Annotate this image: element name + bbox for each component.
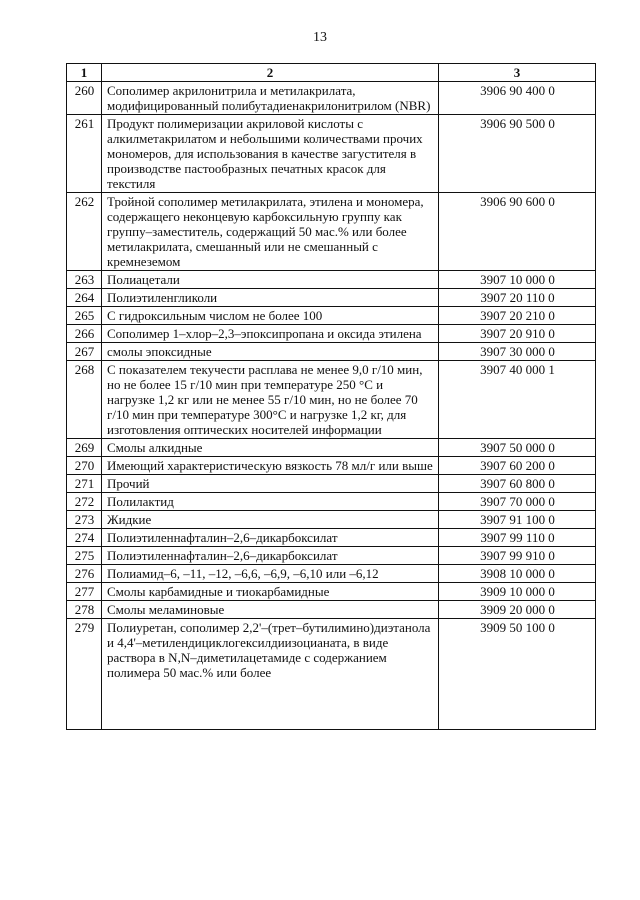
row-description: Жидкие — [102, 511, 439, 529]
row-number: 261 — [67, 115, 102, 193]
row-number: 263 — [67, 271, 102, 289]
column-header-description: 2 — [102, 64, 439, 82]
row-description: Полиэтиленнафталин–2,6–дикарбоксилат — [102, 547, 439, 565]
row-number: 268 — [67, 361, 102, 439]
row-code: 3906 90 600 0 — [439, 193, 596, 271]
table-row — [67, 511, 596, 529]
row-description: Тройной сополимер метилакрилата, этилена и мономера, содержащего неконцевую карбоксильную группу как группу–заместитель, содержащий 50 мас.% или более метилакрилата, смешанный или не смешанный с кремнеземом — [102, 193, 439, 271]
table-row — [67, 619, 596, 730]
row-code: 3909 50 100 0 — [439, 619, 596, 730]
row-number: 264 — [67, 289, 102, 307]
row-number: 270 — [67, 457, 102, 475]
row-description: Смолы меламиновые — [102, 601, 439, 619]
row-description: смолы эпоксидные — [102, 343, 439, 361]
row-description: Прочий — [102, 475, 439, 493]
table-row — [67, 325, 596, 343]
table-row — [67, 493, 596, 511]
table-row — [67, 439, 596, 457]
row-number: 262 — [67, 193, 102, 271]
table-row — [67, 529, 596, 547]
table-row — [67, 289, 596, 307]
row-description: Смолы алкидные — [102, 439, 439, 457]
table-row — [67, 343, 596, 361]
table-row — [67, 271, 596, 289]
column-header-number: 1 — [67, 64, 102, 82]
row-number: 271 — [67, 475, 102, 493]
row-description: Сополимер 1–хлор–2,3–эпоксипропана и оксида этилена — [102, 325, 439, 343]
row-number: 267 — [67, 343, 102, 361]
table-row — [67, 547, 596, 565]
row-description: Сополимер акрилонитрила и метилакрилата, модифицированный полибутадиенакрилонитрилом (NBR) — [102, 82, 439, 115]
row-description: Полиэтиленнафталин–2,6–дикарбоксилат — [102, 529, 439, 547]
row-number: 269 — [67, 439, 102, 457]
tariff-table — [66, 63, 596, 730]
row-number: 278 — [67, 601, 102, 619]
row-code: 3907 91 100 0 — [439, 511, 596, 529]
row-code: 3907 30 000 0 — [439, 343, 596, 361]
row-code: 3907 60 800 0 — [439, 475, 596, 493]
row-description: Полиацетали — [102, 271, 439, 289]
table-row — [67, 583, 596, 601]
row-description: С гидроксильным числом не более 100 — [102, 307, 439, 325]
row-description: Продукт полимеризации акриловой кислоты с алкилметакрилатом и небольшими количествами прочих мономеров, для использования в качестве загустителя в производстве пастообразных печатных красок для текстиля — [102, 115, 439, 193]
row-code: 3907 99 110 0 — [439, 529, 596, 547]
column-header-code: 3 — [439, 64, 596, 82]
row-code: 3907 60 200 0 — [439, 457, 596, 475]
row-number: 274 — [67, 529, 102, 547]
page-number: 13 — [313, 30, 327, 45]
row-code: 3908 10 000 0 — [439, 565, 596, 583]
row-number: 277 — [67, 583, 102, 601]
row-description: Полилактид — [102, 493, 439, 511]
row-number: 265 — [67, 307, 102, 325]
row-description: Полиуретан, сополимер 2,2'–(трет–бутилимино)диэтанола и 4,4'–метилендициклогексилдиизоцианата, в виде раствора в N,N–диметилацетамиде с содержанием полимера 50 мас.% или более — [102, 619, 439, 730]
row-code: 3907 20 110 0 — [439, 289, 596, 307]
row-code: 3909 20 000 0 — [439, 601, 596, 619]
row-description: Смолы карбамидные и тиокарбамидные — [102, 583, 439, 601]
row-number: 266 — [67, 325, 102, 343]
row-number: 273 — [67, 511, 102, 529]
row-code: 3907 40 000 1 — [439, 361, 596, 439]
row-number: 279 — [67, 619, 102, 730]
table-row — [67, 193, 596, 271]
table-row — [67, 115, 596, 193]
row-description: С показателем текучести расплава не менее 9,0 г/10 мин, но не более 15 г/10 мин при температуре 250 °C и нагрузке 1,2 кг или не менее 55 г/10 мин, но не более 70 г/10 мин при температуре 300°C и нагрузке 1,2 кг, для изготовления оптических носителей информации — [102, 361, 439, 439]
table-row — [67, 475, 596, 493]
row-number: 276 — [67, 565, 102, 583]
row-description: Полиэтиленгликоли — [102, 289, 439, 307]
row-code: 3907 20 210 0 — [439, 307, 596, 325]
row-number: 272 — [67, 493, 102, 511]
table-row — [67, 601, 596, 619]
row-number: 260 — [67, 82, 102, 115]
row-code: 3907 70 000 0 — [439, 493, 596, 511]
row-code: 3906 90 500 0 — [439, 115, 596, 193]
row-number: 275 — [67, 547, 102, 565]
row-description: Полиамид–6, –11, –12, –6,6, –6,9, –6,10 или –6,12 — [102, 565, 439, 583]
row-code: 3907 20 910 0 — [439, 325, 596, 343]
table-row — [67, 457, 596, 475]
table-row — [67, 82, 596, 115]
table-row — [67, 361, 596, 439]
row-code: 3907 50 000 0 — [439, 439, 596, 457]
table-row — [67, 565, 596, 583]
row-code: 3906 90 400 0 — [439, 82, 596, 115]
table-header-row — [67, 64, 596, 82]
row-code: 3909 10 000 0 — [439, 583, 596, 601]
table-row — [67, 307, 596, 325]
row-code: 3907 10 000 0 — [439, 271, 596, 289]
row-description: Имеющий характеристическую вязкость 78 мл/г или выше — [102, 457, 439, 475]
row-code: 3907 99 910 0 — [439, 547, 596, 565]
